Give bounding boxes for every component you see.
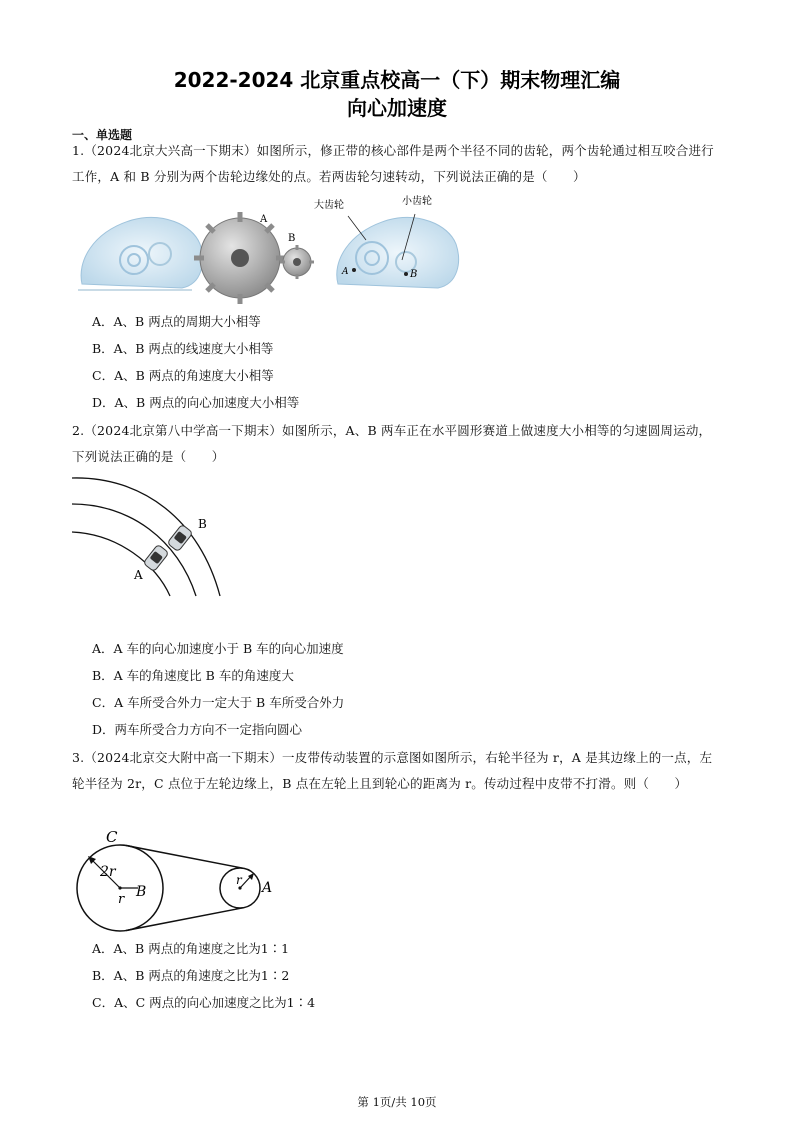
two-r-label: 2r [100, 864, 116, 880]
q3-option-c: C．A、C 两点的向心加速度之比为1∶4 [92, 995, 316, 1010]
correction-tape-left [78, 217, 203, 290]
page-subtitle: 向心加速度 [347, 96, 447, 120]
car-b-icon [167, 524, 193, 552]
section-heading: 一、单选题 [72, 128, 133, 142]
tape-label-b: B [410, 269, 418, 280]
question-3-text: 3.（2024北京交大附中高一下期末）一皮带传动装置的示意图如图所示，右轮半径为 r，A 是其边缘上的一点，左轮半径为 2r，C 点位于左轮边缘上，B 点在左轮上且到轮心的距离为 r。传动过程中皮带不打滑。则（ ） [72, 750, 713, 791]
big-gear-icon [194, 212, 286, 304]
q2-option-c: C．A 车所受合外力一定大于 B 车所受合外力 [92, 695, 345, 710]
belt-bottom [126, 908, 243, 931]
q3-option-a: A．A、B 两点的角速度之比为1∶1 [92, 941, 290, 956]
q3-option-b: B．A、B 两点的角速度之比为1∶2 [92, 968, 290, 983]
question-1-figure [72, 192, 462, 304]
car-a-label: A [134, 568, 143, 582]
q1-option-a: A．A、B 两点的周期大小相等 [92, 314, 261, 329]
q2-option-b: B．A 车的角速度比 B 车的角速度大 [92, 668, 294, 683]
q2-option-a: A．A 车的向心加速度小于 B 车的向心加速度 [92, 641, 344, 656]
question-2-text: 2.（2024北京第八中学高一下期末）如图所示，A、B 两车正在水平圆形赛道上做速度大小相等的匀速圆周运动，下列说法正确的是（ ） [72, 423, 712, 464]
q1-option-d: D．A、B 两点的向心加速度大小相等 [92, 395, 300, 410]
question-2-figure [72, 472, 242, 600]
small-gear-icon [280, 245, 314, 279]
question-1-text: 1.（2024北京大兴高一下期末）如图所示，修正带的核心部件是两个半径不同的齿轮，两个齿轮通过相互咬合进行工作，A 和 B 分别为两个齿轮边缘处的点。若两齿轮匀速转动，下列说法正确的是（ ） [72, 143, 714, 184]
point-a-label: A [262, 880, 273, 896]
point-b-label: B [136, 884, 147, 900]
car-b-label: B [198, 517, 207, 531]
r-right-label: r [236, 873, 242, 887]
q1-option-c: C．A、B 两点的角速度大小相等 [92, 368, 274, 383]
q1-option-b: B．A、B 两点的线速度大小相等 [92, 341, 274, 356]
gear-label-b: B [288, 233, 296, 244]
point-c-label: C [106, 828, 118, 846]
big-gear-label: 大齿轮 [314, 200, 344, 211]
tape-label-a: A [342, 267, 349, 277]
gear-label-a: A [260, 214, 268, 225]
r-left-label: r [118, 892, 125, 907]
car-a-icon [143, 544, 169, 572]
correction-tape-right [337, 214, 459, 288]
question-3-figure [72, 826, 282, 934]
page-footer: 第 1页/共 10页 [357, 1095, 437, 1109]
small-gear-label: 小齿轮 [402, 196, 432, 207]
page-title: 2022-2024 北京重点校高一（下）期末物理汇编 [173, 68, 621, 92]
belt-top [126, 846, 243, 869]
q2-option-d: D．两车所受合力方向不一定指向圆心 [92, 722, 303, 737]
